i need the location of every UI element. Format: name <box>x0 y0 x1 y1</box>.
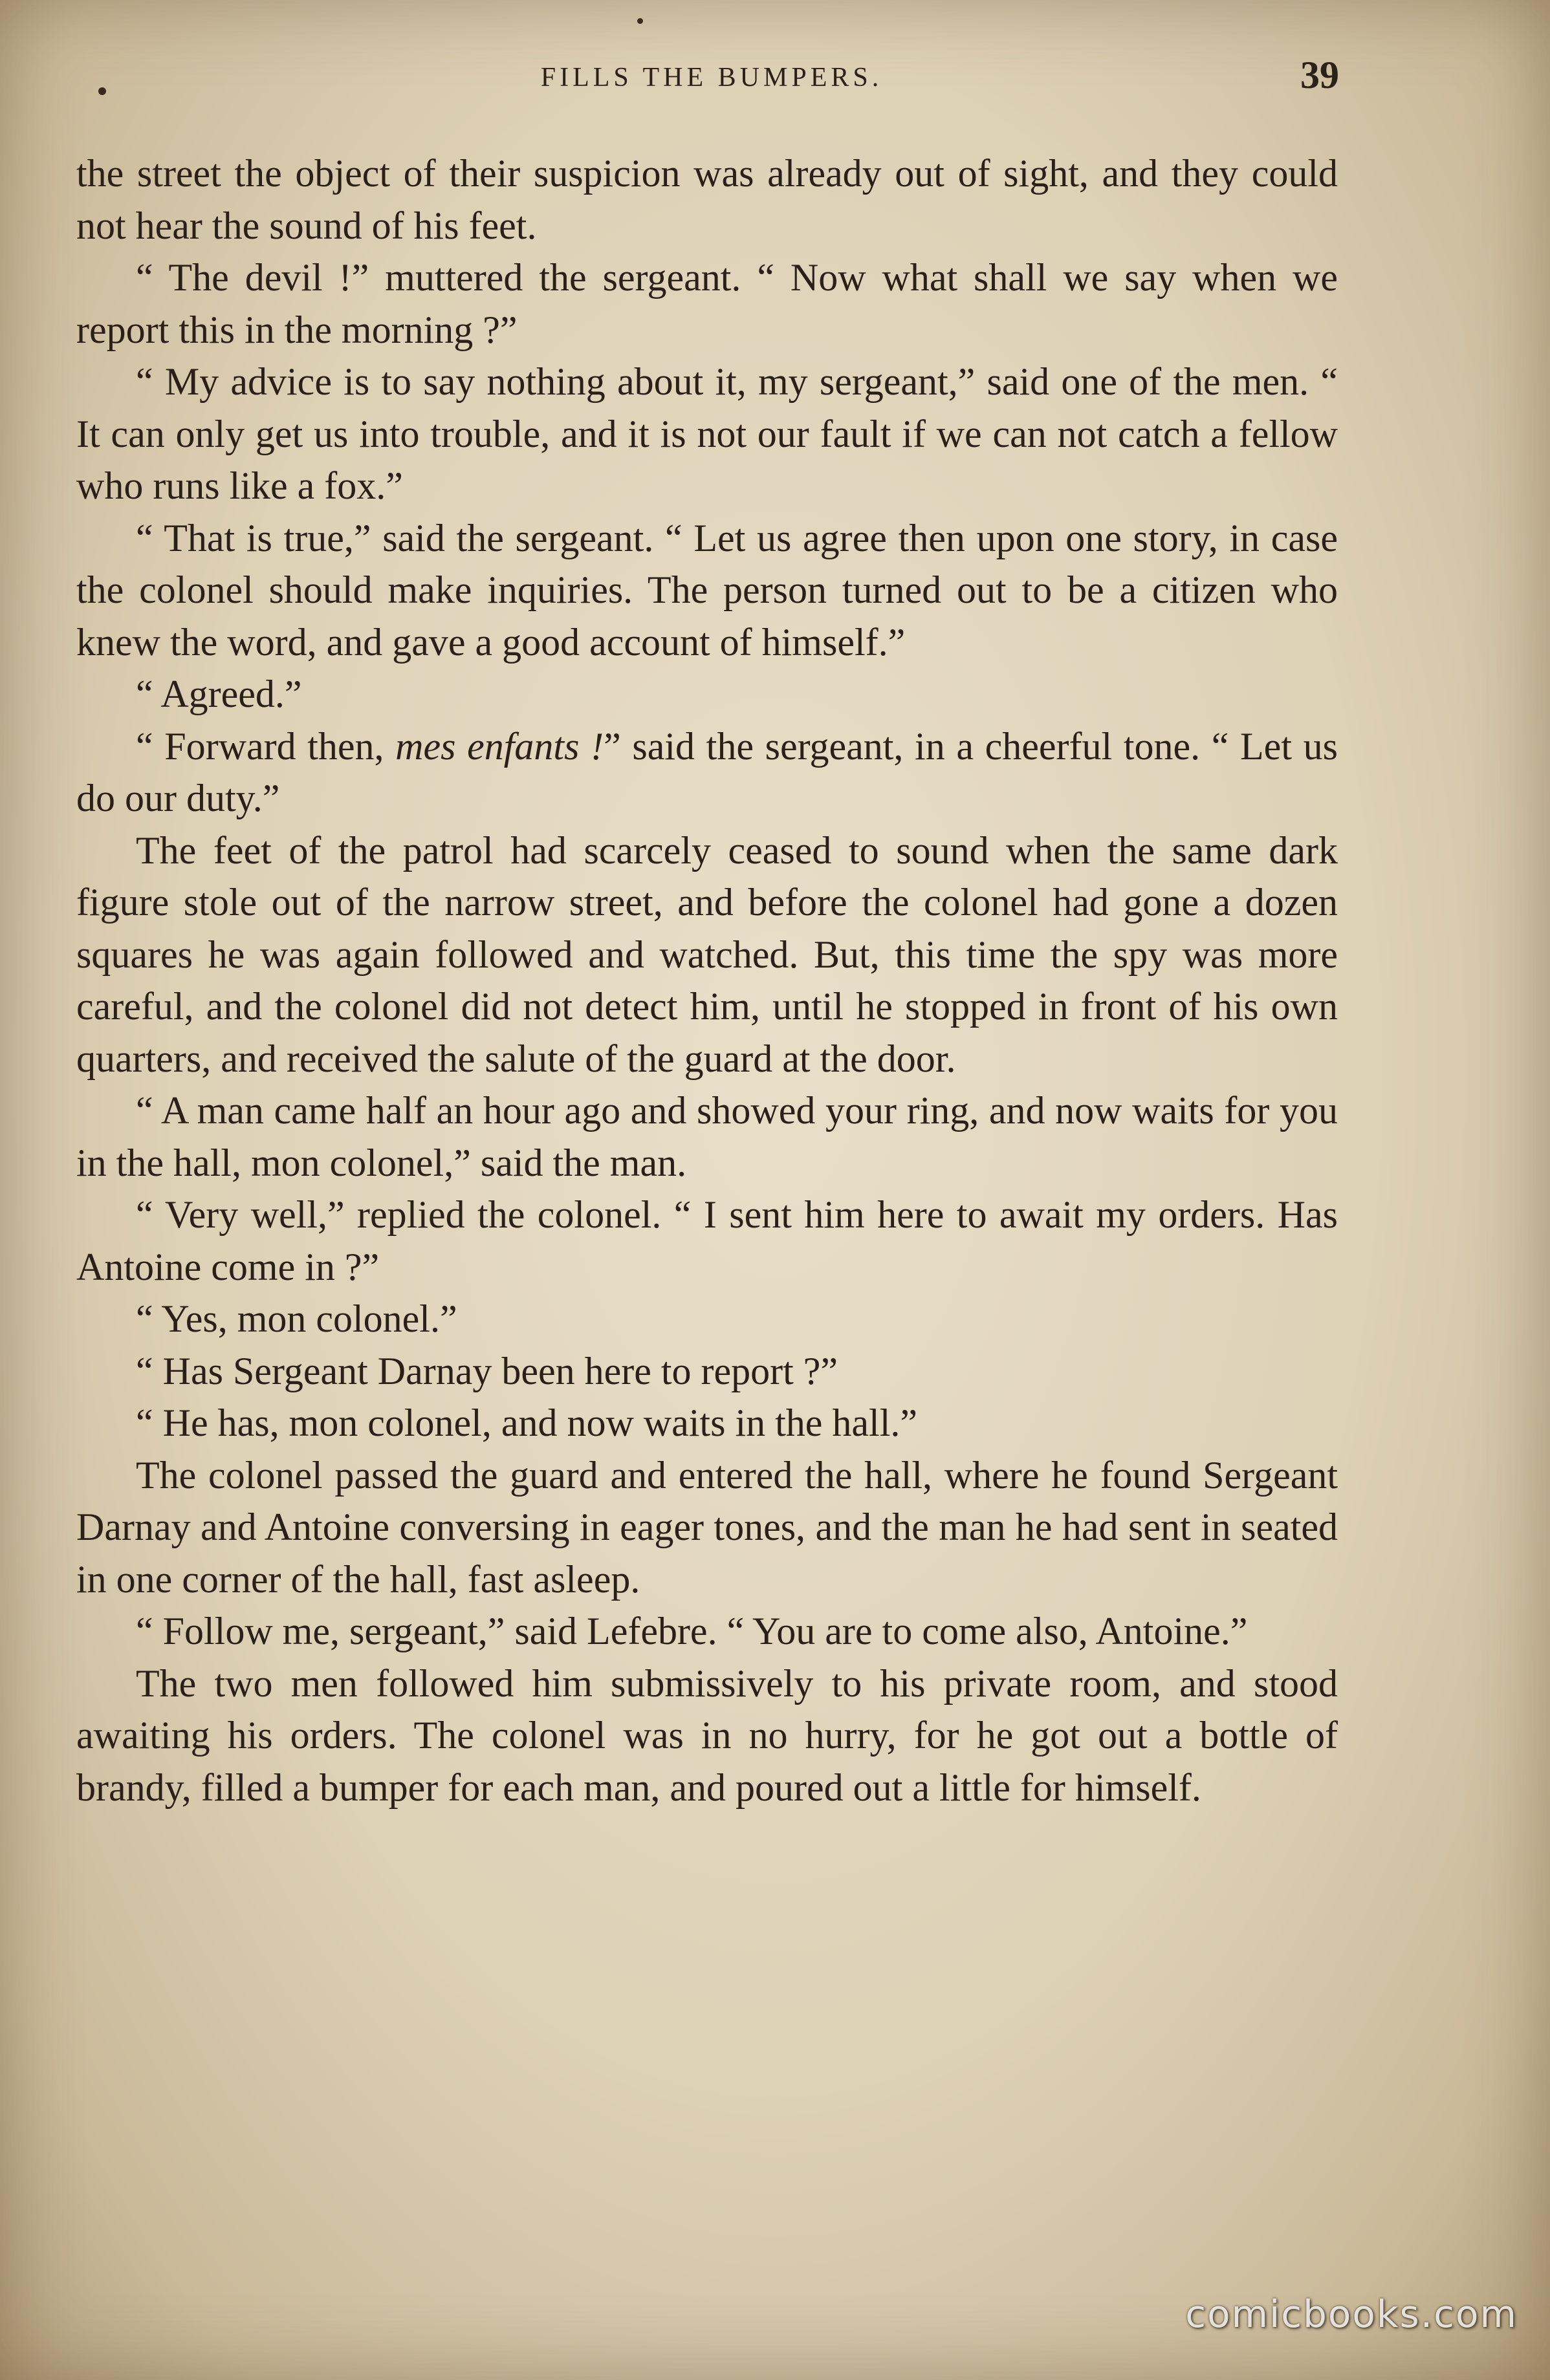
paragraph-with-italics <box>76 720 1338 825</box>
running-head <box>84 53 1339 105</box>
paragraph: “ Has Sergeant Darnay been here to report ?” <box>136 1349 838 1392</box>
ink-speck-top <box>637 18 643 24</box>
paragraph: The colonel passed the guard and entered the hall, where he found Sergeant Darnay and Antoine conversing in eager tones, and the man he had sent in seated in one corner of the hall, fast asleep. <box>76 1453 1338 1601</box>
running-head-title: FILLS THE BUMPERS. <box>540 63 883 92</box>
paragraph: “ He has, mon colonel, and now waits in the hall.” <box>136 1401 918 1444</box>
paragraph: “ Agreed.” <box>136 673 302 715</box>
body-text <box>76 147 1338 1813</box>
page-number: 39 <box>1300 54 1339 96</box>
paragraph-segment: “ Forward then, <box>136 724 396 768</box>
paragraph: “ The devil !” muttered the sergeant. “ Now what shall we say when we report this in the morning ?” <box>76 256 1338 351</box>
italic-phrase: mes enfants ! <box>395 724 604 768</box>
paragraph: “ A man came half an hour ago and showed your ring, and now waits for you in the hall, mon colonel,” said the man. <box>76 1089 1338 1184</box>
paragraph-segment: ” said the sergeant, in a cheerful tone. “ Let us do our duty.” <box>76 724 1338 819</box>
paragraph: “ Follow me, sergeant,” said Lefebre. “ You are to come also, Antoine.” <box>136 1610 1248 1652</box>
paragraph: “ My advice is to say nothing about it, my sergeant,” said one of the men. “ It can only get us into trouble, and it is not our fault if we can not catch a fellow who runs like a fox.” <box>76 360 1338 507</box>
paragraph: “ Very well,” replied the colonel. “ I sent him here to await my orders. Has Antoine come in ?” <box>76 1193 1338 1288</box>
paragraph: The feet of the patrol had scarcely ceased to sound when the same dark figure stole out of the narrow street, and before the colonel had gone a dozen squares he was again followed and watched. But, this time the spy was more careful, and the colonel did not detect him, until he stopped in front of his own quarters, and received the salute of the guard at the door. <box>76 828 1338 1080</box>
paragraph: “ That is true,” said the sergeant. “ Let us agree then upon one story, in case the colonel should make inquiries. The person turned out to be a citizen who knew the word, and gave a good account of himself.” <box>76 516 1338 664</box>
paragraph-continued: the street the object of their suspicion was already out of sight, and they could not hear the sound of his feet. <box>76 152 1338 247</box>
watermark: comicbooks.com <box>1185 2292 1518 2336</box>
paragraph: “ Yes, mon colonel.” <box>136 1297 457 1340</box>
paragraph: The two men followed him submissively to his private room, and stood awaiting his orders. The colonel was in no hurry, for he got out a bottle of brandy, filled a bumper for each man, and poured out a little for himself. <box>76 1661 1338 1809</box>
